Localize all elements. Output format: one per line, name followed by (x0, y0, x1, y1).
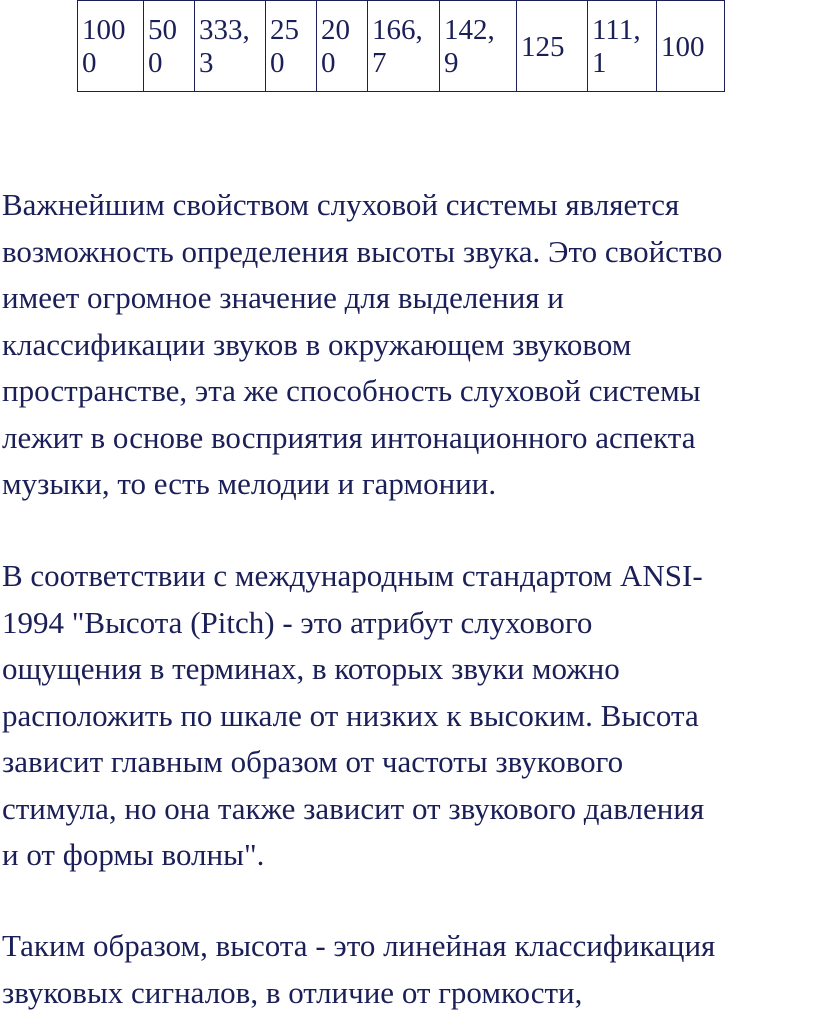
paragraph-ansi-definition (2, 553, 816, 879)
text-line: имеет огромное значение для выделения и (2, 280, 564, 315)
table-cell: 25 0 (266, 1, 317, 92)
text-line: Важнейшим свойством слуховой системы является (2, 187, 680, 222)
text-line: Таким образом, высота - это линейная классификация (2, 928, 716, 963)
paragraph-pitch-property (2, 182, 816, 508)
text-line: В соответствии с международным стандартом ANSI- (2, 558, 703, 593)
table-cell: 111, 1 (588, 1, 657, 92)
text-line: и от формы волны". (2, 837, 265, 872)
text-line: расположить по шкале от низких к высоким. Высота (2, 697, 699, 733)
text-line: музыки, то есть мелодии и гармонии. (2, 466, 497, 501)
table-cell: 166, 7 (368, 1, 440, 92)
text-line: стимула, но она также зависит от звукового давления (2, 790, 705, 826)
text-line: лежит в основе восприятия интонационного аспекта (2, 419, 696, 455)
text-line: пространстве, эта же способность слуховой системы (2, 373, 701, 408)
table-cell: 20 0 (317, 1, 368, 92)
table-cell: 333, 3 (195, 1, 266, 92)
paragraph-conclusion (2, 923, 816, 1016)
table-cell: 50 0 (144, 1, 195, 92)
text-line: классификации звуков в окружающем звуковом (2, 326, 632, 362)
text-line: возможность определения высоты звука. Это свойство (2, 233, 723, 269)
frequency-table (77, 0, 725, 92)
table-cell: 100 (657, 1, 725, 92)
text-line: звуковых сигналов, в отличие от громкости, (2, 974, 583, 1010)
text-line: ощущения в терминах, в которых звуки можно (2, 651, 620, 686)
table-row (78, 1, 725, 92)
table-cell: 142, 9 (440, 1, 517, 92)
text-line: 1994 "Высота (Pitch) - это атрибут слухового (2, 604, 593, 640)
table-cell: 100 0 (78, 1, 144, 92)
table-cell: 125 (517, 1, 588, 92)
text-line: зависит главным образом от частоты звукового (2, 744, 624, 779)
